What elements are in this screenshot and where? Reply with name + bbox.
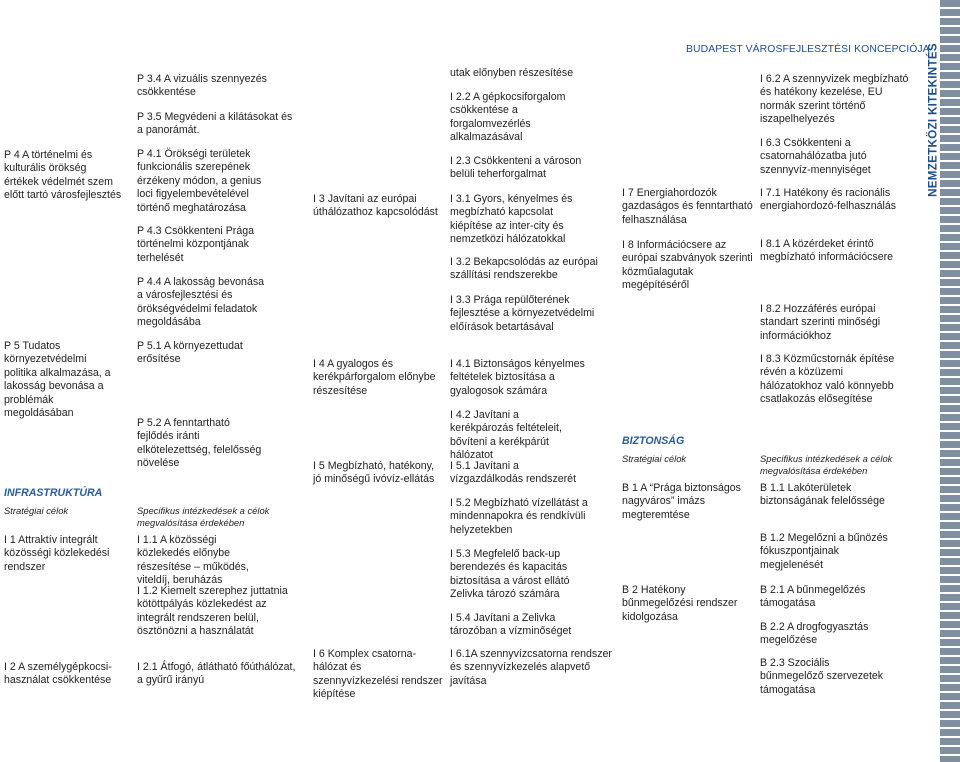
- specific-measures-label-security: Specifikus intézkedések a célok megvalósítása érdekében: [760, 453, 893, 476]
- measure-i33: I 3.3 Prága repülőterének fejlesztése a környezetvédelmi előírások betartásával: [450, 294, 595, 333]
- strategic-goals-label-security: Stratégiai célok: [622, 453, 687, 464]
- measure-i52: I 5.2 Megbízható vízellátást a mindennapokra és rendkívüli helyzetekben: [450, 497, 588, 536]
- goal-i2: I 2 A személygépkocsi-használat csökkentése: [4, 661, 112, 687]
- measure-b23: B 2.3 Szociális bűnmegelőző szervezetek támogatása: [760, 657, 884, 696]
- measure-p52: P 5.2 A fenntartható fejlődés iránti elkötelezettség, felelősség növelése: [137, 417, 262, 470]
- measure-i81: I 8.1 A közérdeket érintő megbízható információcsere: [760, 238, 894, 264]
- side-label: [926, 0, 940, 762]
- measure-i41: I 4.1 Biztonságos kényelmes feltételek biztosítása a gyalogosok számára: [450, 358, 585, 397]
- measure-p51: P 5.1 A környezettudat erősítése: [137, 340, 243, 366]
- measure-i62: I 6.2 A szennyvizek megbízható és hatékony kezelése, EU normák szerint történő iszapelhelyezés: [760, 73, 909, 126]
- measure-p44: P 4.4 A lakosság bevonása a városfejlesztési és örökségvédelmi feladatok megoldásába: [137, 276, 265, 329]
- section-heading-security: BIZTONSÁG: [622, 435, 685, 447]
- measure-b12: B 1.2 Megelőzni a bűnözés fókuszpontjainak megjelenését: [760, 532, 888, 571]
- strategic-goals-label: Stratégiai célok: [4, 505, 69, 516]
- measure-p43: P 4.3 Csökkenteni Prága történelmi központjának terhelését: [137, 225, 254, 264]
- measure-i83: I 8.3 Közműcstornák építése révén a közüzemi hálózatokhoz való könnyebb csatlakozás elősegítése: [760, 353, 895, 406]
- measure-i21: I 2.1 Átfogó, átlátható főúthálózat, a gyűrű irányú: [137, 661, 296, 687]
- measure-i12: I 1.2 Kiemelt szerephez juttatnia kötöttpályás közlekedést az integrált rendszeren belül, ösztönözni a használatát: [137, 585, 288, 638]
- goal-i1: I 1 Attraktív integrált közösségi közlekedési rendszer: [4, 534, 110, 573]
- measure-b11: B 1.1 Lakóterületek biztonságának felelőssége: [760, 482, 885, 508]
- section-heading-infrastructure: INFRASTRUKTÚRA: [4, 487, 103, 499]
- side-label-text: NEMZETKÖZI KITEKINTÉS: [926, 43, 940, 197]
- measure-i53: I 5.3 Megfelelő back-up berendezés és kapacitás biztosítása a várost ellátó Zelivka tározó számára: [450, 548, 570, 601]
- measure-i82: I 8.2 Hozzáférés európai standart szerinti minőségi információkhoz: [760, 303, 881, 342]
- measure-i23: I 2.3 Csökkenteni a városon belüli teherforgalmat: [450, 155, 582, 181]
- specific-measures-label: Specifikus intézkedések a célok megvalósítása érdekében: [137, 505, 270, 528]
- goal-b1: B 1 A “Prága biztonságos nagyváros” imázs megteremtése: [622, 482, 741, 521]
- measure-i31: I 3.1 Gyors, kényelmes és megbízható kapcsolat kiépítése az inter-city és nemzetközi hálózatokkal: [450, 193, 573, 246]
- goal-i3: I 3 Javítani az európai úthálózathoz kapcsolódást: [313, 193, 438, 219]
- measure-i63: I 6.3 Csökkenteni a csatornahálózatba jutó szennyvíz-mennyiséget: [760, 137, 871, 176]
- measure-i51: I 5.1 Javítani a vízgazdálkodás rendszerét: [450, 460, 577, 486]
- goal-i5: I 5 Megbízható, hatékony, jó minőségű ivóvíz-ellátás: [313, 460, 435, 486]
- measure-b21: B 2.1 A bűnmegelőzés támogatása: [760, 584, 866, 610]
- measure-b22: B 2.2 A drogfogyasztás megelőzése: [760, 621, 869, 647]
- measure-p35: P 3.5 Megvédeni a kilátásokat és a panorámát.: [137, 111, 293, 137]
- goal-i8: I 8 Információcsere az európai szabványok szerinti közműalagutak megépítéséről: [622, 239, 753, 292]
- side-stripe-decoration: [940, 0, 960, 762]
- measure-i61a: I 6.1A szennyvízcsatorna rendszer és szennyvízkezelés alapvető javítása: [450, 648, 612, 687]
- measure-i54: I 5.4 Javítani a Zelivka tározóban a vízminőséget: [450, 612, 572, 638]
- goal-i7: I 7 Energiahordozók gazdaságos és fenntartható felhasználása: [622, 187, 753, 226]
- goal-p4: P 4 A történelmi és kulturális örökség értékek védelmét szem előtt tartó városfejlesztés: [4, 149, 122, 202]
- measure-p41: P 4.1 Örökségi területek funkcionális szerepének érzékeny módon, a genius loci figyelembevételével történő meghatározása: [137, 148, 262, 214]
- measure-i42: I 4.2 Javítani a kerékpározás feltételeit, bővíteni a kerékpárút hálózatot: [450, 409, 562, 462]
- measure-i11: I 1.1 A közösségi közlekedés előnybe részesítése – működés, viteldíj, beruházás: [137, 534, 249, 587]
- goal-p5: P 5 Tudatos környezetvédelmi politika alkalmazása, a lakosság bevonása a problémák megoldásában: [4, 340, 111, 420]
- measure-i22: I 2.2 A gépkocsiforgalom csökkentése a forgalomvezérlés alkalmazásával: [450, 91, 566, 144]
- goal-i4: I 4 A gyalogos és kerékpárforgalom előnybe részesítése: [313, 358, 436, 397]
- goal-i6: I 6 Komplex csatorna-hálózat és szennyvízkezelési rendszer kiépítése: [313, 648, 443, 701]
- goal-b2: B 2 Hatékony bűnmegelőzési rendszer kidolgozása: [622, 584, 738, 623]
- measure-p34: P 3.4 A vizuális szennyezés csökkentése: [137, 73, 267, 99]
- measure-utak: utak előnyben részesítése: [450, 67, 574, 79]
- measure-i71: I 7.1 Hatékony és racionális energiahordozó-felhasználás: [760, 187, 897, 213]
- document-header-title: BUDAPEST VÁROSFEJLESZTÉSI KONCEPCIÓJA: [686, 44, 930, 55]
- measure-i32: I 3.2 Bekapcsolódás az európai szállítási rendszerekbe: [450, 256, 598, 282]
